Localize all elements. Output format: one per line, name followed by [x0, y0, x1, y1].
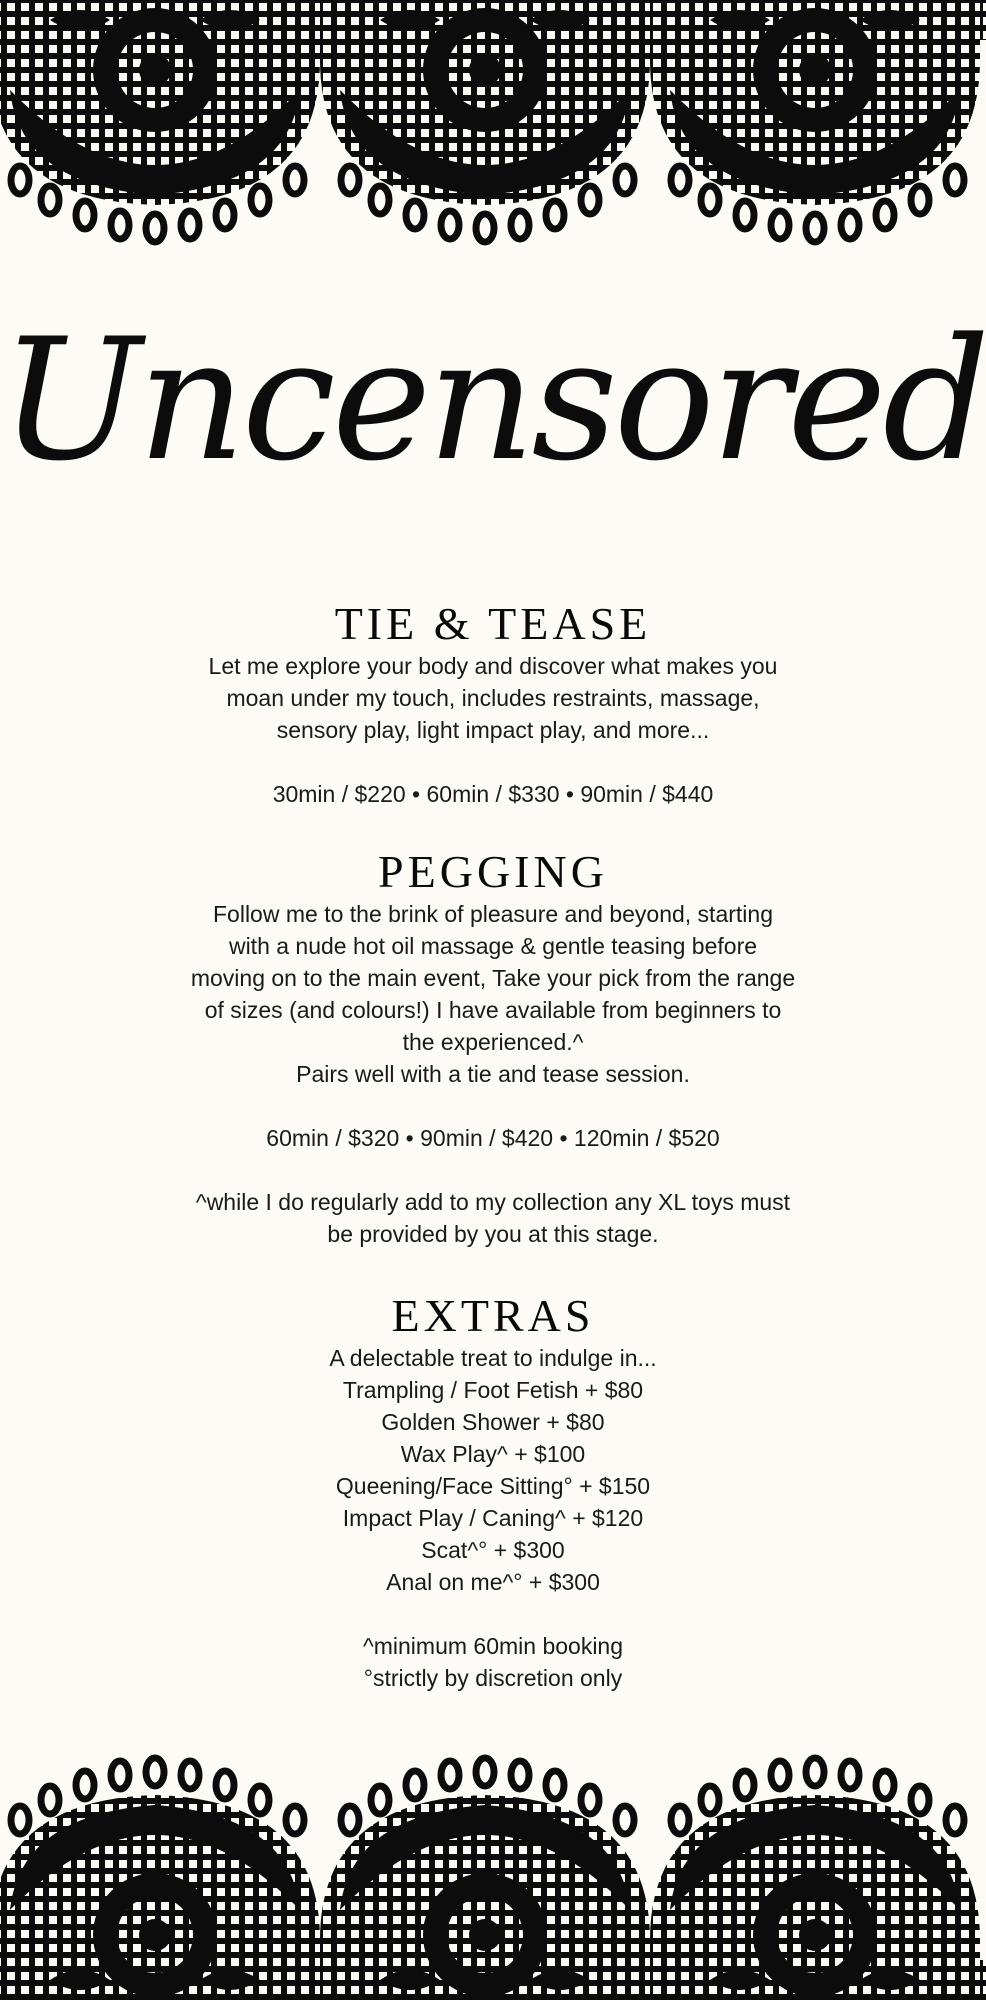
- section-description: [140, 898, 846, 1090]
- page-title: Uncensored: [0, 302, 986, 498]
- description-line: of sizes (and colours!) I have available from beginners to: [204, 997, 782, 1023]
- description-line: sensory play, light impact play, and more...: [276, 717, 710, 743]
- list-item: Wax Play^ + $100: [400, 1441, 586, 1467]
- extras-list: [140, 1374, 846, 1598]
- list-item: Scat^° + $300: [421, 1537, 565, 1563]
- section-heading: EXTRAS: [391, 1290, 595, 1341]
- section-footnote: [140, 1186, 846, 1250]
- list-item: Anal on me^° + $300: [386, 1569, 600, 1595]
- list-item: Trampling / Foot Fetish + $80: [342, 1377, 644, 1403]
- section-pegging: [140, 846, 846, 1250]
- lace-border-bottom: [0, 1745, 986, 2000]
- section-intro: A delectable treat to indulge in...: [329, 1345, 657, 1371]
- footnote-line: ^while I do regularly add to my collection any XL toys must: [195, 1189, 791, 1215]
- lace-border-top: [0, 0, 986, 255]
- description-line: with a nude hot oil massage & gentle teasing before: [228, 933, 758, 959]
- description-line: Pairs well with a tie and tease session.: [296, 1061, 690, 1087]
- section-tie-and-tease: [140, 598, 846, 810]
- description-line: Let me explore your body and discover what makes you: [208, 653, 778, 679]
- section-extras: [140, 1290, 846, 1694]
- footnote-line: be provided by you at this stage.: [327, 1221, 659, 1247]
- footnote-line: ^minimum 60min booking: [362, 1633, 624, 1659]
- description-line: Follow me to the brink of pleasure and beyond, starting: [213, 901, 773, 927]
- section-description: [140, 650, 846, 746]
- list-item: Impact Play / Caning^ + $120: [342, 1505, 644, 1531]
- section-pricing: 60min / $320 • 90min / $420 • 120min / $520: [266, 1125, 720, 1151]
- list-item: Queening/Face Sitting° + $150: [335, 1473, 651, 1499]
- description-line: the experienced.^: [402, 1029, 584, 1055]
- section-heading: TIE & TEASE: [334, 598, 652, 649]
- footnote-line: °strictly by discretion only: [363, 1665, 623, 1691]
- description-line: moan under my touch, includes restraints, massage,: [226, 685, 760, 711]
- extras-notes: [140, 1630, 846, 1694]
- section-heading: PEGGING: [378, 846, 608, 897]
- description-line: moving on to the main event, Take your pick from the range: [190, 965, 796, 991]
- list-item: Golden Shower + $80: [381, 1409, 605, 1435]
- section-pricing: 30min / $220 • 60min / $330 • 90min / $440: [272, 781, 714, 807]
